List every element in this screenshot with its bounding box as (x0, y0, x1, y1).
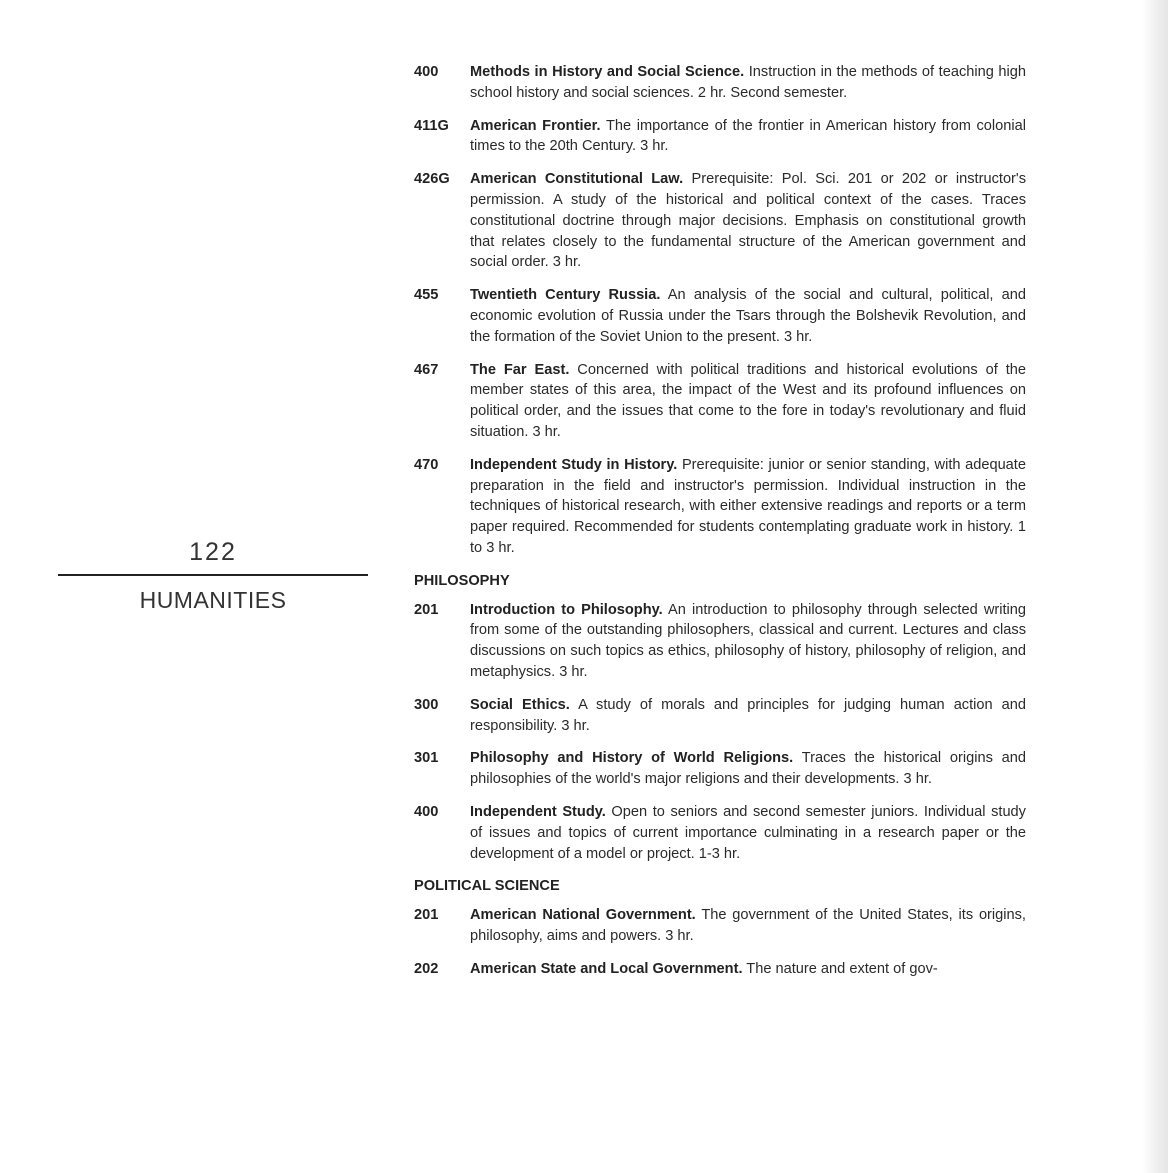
course-description: The nature and extent of gov- (746, 960, 938, 977)
course-title: The Far East. (470, 361, 570, 378)
course-title: American National Government. (470, 907, 696, 924)
course-listing (414, 62, 1026, 991)
course-title: American Constitutional Law. (470, 171, 684, 188)
section-heading-political-science: POLITICAL SCIENCE (414, 878, 560, 895)
course-description: Open to seniors and second semester juniors. Individual study of issues and topics of current importance culminating in a research paper or the development of a model or project. 1-3 hr. (470, 803, 1026, 862)
course-entry (414, 62, 1026, 104)
course-entry (414, 455, 1026, 559)
course-number: 300 (414, 696, 439, 713)
course-entry (414, 169, 1026, 273)
course-entry (414, 905, 1026, 947)
course-text (470, 748, 1026, 790)
course-number: 400 (414, 64, 439, 80)
course-number: 467 (414, 361, 439, 378)
course-title: Independent Study in History. (470, 456, 678, 473)
course-text (470, 360, 1026, 443)
course-title: Introduction to Philosophy. (470, 601, 663, 618)
course-text (470, 600, 1026, 683)
course-description: A study of morals and principles for judging human action and responsibility. 3 hr. (470, 696, 1026, 734)
course-entry (414, 748, 1026, 790)
course-entry (414, 360, 1026, 443)
course-description: The government of the United States, its origins, philosophy, aims and powers. 3 hr. (470, 907, 1026, 944)
course-number: 470 (414, 456, 439, 473)
course-description: An analysis of the social and cultural, political, and economic evolution of Russia under the Tsars through the Bolshevik Revolution, and the formation of the Soviet Union to the present. 3 hr. (470, 287, 1027, 345)
course-number: 301 (414, 750, 439, 767)
margin-divider (58, 574, 368, 576)
course-entry (414, 959, 1026, 980)
course-text (470, 169, 1026, 273)
course-title: Methods in History and Social Science. (470, 64, 745, 80)
course-title: American State and Local Government. (470, 960, 743, 977)
section-heading-philosophy: PHILOSOPHY (414, 572, 510, 589)
course-entry (414, 285, 1026, 347)
course-description: Concerned with political traditions and historical evolutions of the member states of this area, the impact of the West and its profound influences on political order, and the issues that come to the fore in today's revolutionary and fluid situation. 3 hr. (470, 361, 1026, 440)
course-description: Prerequisite: Pol. Sci. 201 or 202 or instructor's permission. A study of the historical and political context of the cases. Traces constitutional doctrine through major decisions. Emphasis on constitutional growth that relates closely to the fundamental structure of the American government and social order. 3 hr. (470, 171, 1027, 271)
course-description: An introduction to philosophy through selected writing from some of the outstanding philosophers, classical and current. Lectures and class discussions on such topics as ethics, philosophy of history, philosophy of religion, and metaphysics. 3 hr. (470, 601, 1026, 680)
course-text (470, 695, 1026, 737)
course-number: 201 (414, 601, 439, 618)
course-title: Independent Study. (470, 803, 606, 820)
course-entry (414, 116, 1026, 158)
course-number: 455 (414, 287, 439, 304)
course-description: Traces the historical origins and philosophies of the world's major religions and their developments. 3 hr. (470, 750, 1026, 788)
course-description: Instruction in the methods of teaching high school history and social sciences. 2 hr. Second semester. (470, 64, 1026, 101)
course-number: 202 (414, 960, 439, 977)
course-description: The importance of the frontier in American history from colonial times to the 20th Century. 3 hr. (470, 117, 1027, 155)
course-text (470, 62, 1026, 104)
course-text (470, 285, 1026, 347)
course-text (470, 959, 1026, 980)
course-text (470, 905, 1026, 947)
course-entry (414, 695, 1026, 737)
course-number: 201 (414, 907, 439, 924)
page-edge-shadow (1142, 0, 1168, 1173)
course-title: American Frontier. (470, 117, 601, 134)
course-number: 400 (414, 803, 439, 820)
course-title: Social Ethics. (470, 696, 570, 713)
course-text (470, 455, 1026, 559)
course-text (470, 802, 1026, 864)
course-title: Philosophy and History of World Religions. (470, 750, 794, 767)
section-label: HUMANITIES (139, 587, 287, 613)
course-number: 411G (414, 117, 449, 134)
course-description: Prerequisite: junior or senior standing, with adequate preparation in the field and instructor's permission. Individual instruction in the techniques of historical research, with either extensive readings and reports or a term paper required. Recommended for students contemplating graduate work in history. 1 to 3 hr. (470, 456, 1026, 556)
margin-header (58, 538, 368, 614)
course-number: 426G (414, 171, 450, 188)
course-entry (414, 600, 1026, 683)
course-entry (414, 802, 1026, 864)
course-title: Twentieth Century Russia. (470, 287, 661, 304)
course-text (470, 116, 1026, 158)
page-number: 122 (189, 538, 237, 566)
